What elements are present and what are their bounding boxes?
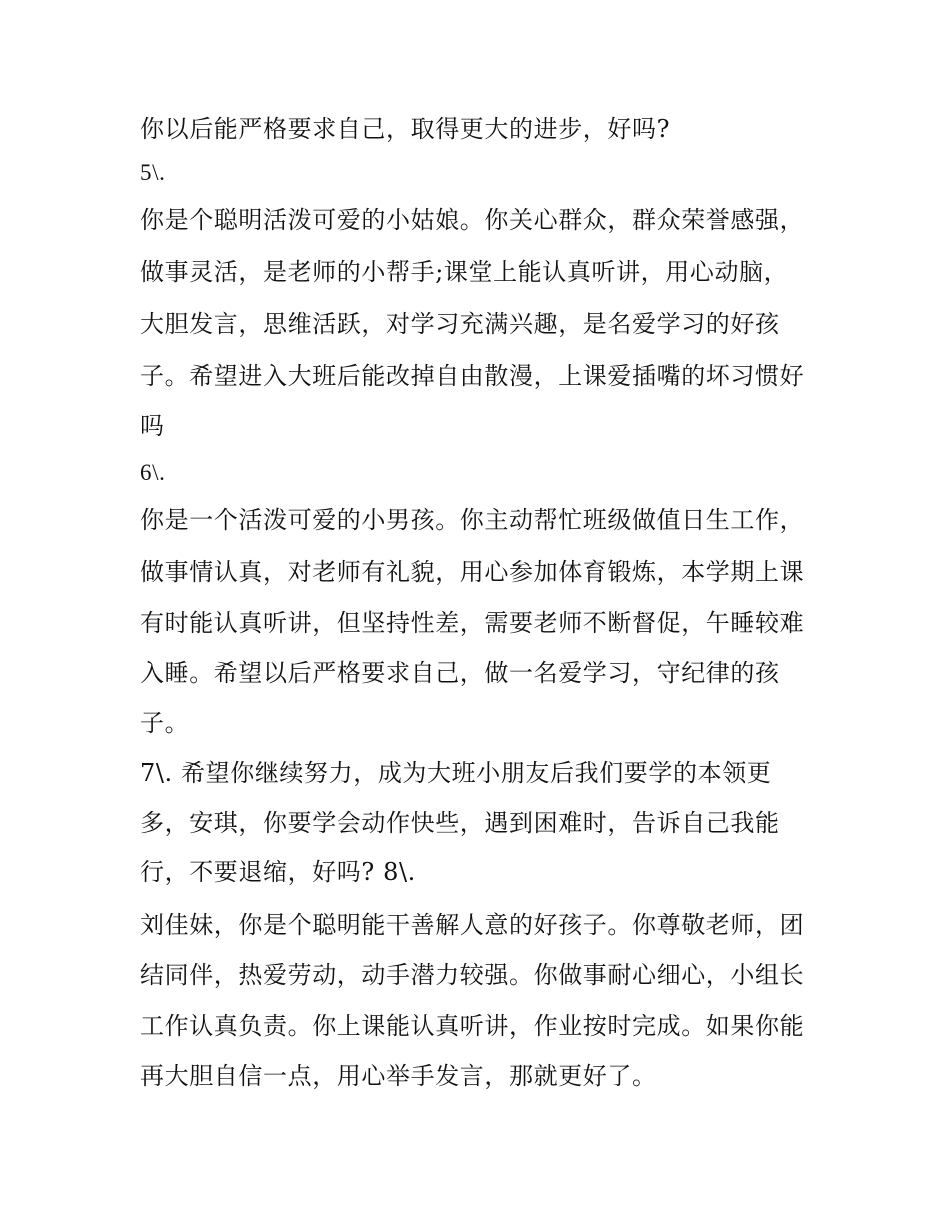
text-line: 7\. 希望你继续努力，成为大班小朋友后我们要学的本领更 — [140, 759, 772, 787]
item-number-5: 5\. — [140, 160, 166, 185]
text-line: 你以后能严格要求自己，取得更大的进步，好吗? — [140, 115, 671, 143]
item-number-6: 6\. — [140, 460, 166, 485]
text-line: 工作认真负责。你上课能认真听讲，作业按时完成。如果你能 — [140, 1012, 805, 1040]
text-line: 结同伴，热爱劳动，动手潜力较强。你做事耐心细心，小组长 — [140, 961, 805, 989]
text-line: 子。 — [140, 709, 190, 737]
text-line: 做事情认真，对老师有礼貌，用心参加体育锻炼，本学期上课 — [140, 558, 805, 586]
text-line: 有时能认真听讲，但坚持性差，需要老师不断督促，午睡较难 — [140, 609, 805, 637]
text-line: 刘佳妹，你是个聪明能干善解人意的好孩子。你尊敬老师，团 — [140, 911, 805, 939]
text-line: 再大胆自信一点，用心举手发言，那就更好了。 — [140, 1062, 657, 1090]
text-line: 吗 — [140, 412, 165, 440]
text-line: 你是个聪明活泼可爱的小姑娘。你关心群众，群众荣誉感强， — [140, 206, 805, 234]
text-line: 做事灵活，是老师的小帮手;课堂上能认真听讲，用心动脑， — [140, 258, 789, 286]
text-line: 入睡。希望以后严格要求自己，做一名爱学习，守纪律的孩 — [140, 659, 780, 687]
text-line: 大胆发言，思维活跃，对学习充满兴趣，是名爱学习的好孩 — [140, 310, 780, 338]
text-line: 子。希望进入大班后能改掉自由散漫，上课爱插嘴的坏习惯好 — [140, 362, 805, 390]
text-line: 你是一个活泼可爱的小男孩。你主动帮忙班级做值日生工作， — [140, 506, 805, 534]
text-line: 行，不要退缩，好吗? 8\. — [140, 858, 416, 886]
text-line: 多，安琪，你要学会动作快些，遇到困难时，告诉自己我能 — [140, 809, 780, 837]
